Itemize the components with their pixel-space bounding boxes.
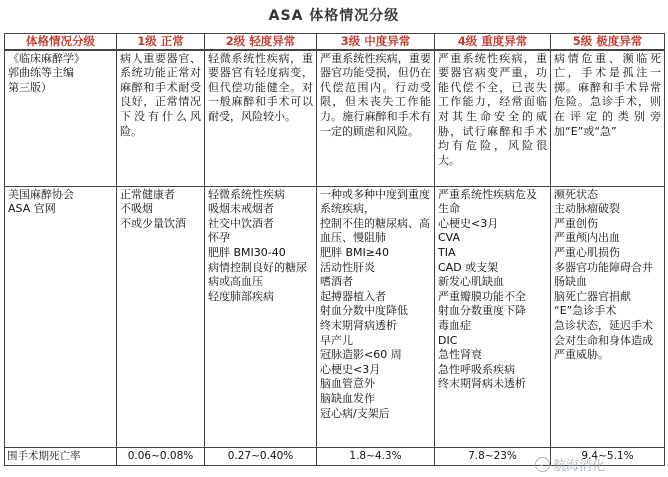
cell-line: 终末期肾病未透析 [438,377,526,391]
cell-line: TIA [438,245,456,259]
asa-classification-table [4,33,665,466]
row-label-mortality: 围手术期死亡率 [5,447,117,465]
cell-line: 严重系统性疾病危及生命 [438,187,537,216]
cell-line: 脑缺血发作 [320,391,375,405]
textbook-cell-grade-1: 病人重要器官、系统功能正常对麻醉和手术耐受良好，正常情况下没有什么风险。 [117,50,205,187]
cell-line: 控制不佳的糖尿病、高血压、慢阻肺 [320,216,430,245]
label-line: 美国麻醉协会 [8,187,74,201]
textbook-cell-grade-3: 严重系统性疾病，重要器官功能受损，但仍在代偿范围内。行动受限，但未丧失工作能力。施行麻醉和手术有一定的顾虑和风险。 [317,50,435,187]
header-cell-grade-1: 1级 正常 [117,34,205,50]
cell-line: “E”急诊手术 [554,304,617,318]
cell-line: 轻微系统性疾病 [208,187,285,201]
asa-cell-grade-4 [435,186,551,447]
cell-line: 吸烟未戒烟者 [208,202,274,216]
mortality-cell-grade-3: 1.8~4.3% [317,447,435,465]
textbook-cell-grade-4: 严重系统性疾病，重要器官病变严重，功能代偿不全，已丧失工作能力，经常面临对其生命安全的威胁，试行麻醉和手术均有危险，风险很大。 [435,50,551,187]
label-line: 第三版） [8,80,52,94]
cell-line: 轻度肺部疾病 [208,289,274,303]
cell-line: 肥胖 BMI≥40 [320,245,389,259]
cell-line: 正常健康者 [120,187,175,201]
cell-line: 新发心肌缺血 [438,275,504,289]
cell-line: 严重创伤 [554,216,598,230]
asa-cell-grade-2 [205,186,317,447]
cell-line: 病情控制良好的糖尿病或高血压 [208,260,307,289]
mortality-cell-grade-5: 9.4~5.1% [551,447,665,465]
cell-line: 急性肾衰 [438,348,482,362]
cell-line: 脑血管意外 [320,377,375,391]
label-line: 郭曲练等主编 [8,66,74,80]
cell-line: 起搏器植入者 [320,289,386,303]
cell-line: 一种或多种中度到重度系统疾病， [320,187,430,216]
asa-cell-grade-3 [317,186,435,447]
header-cell-grade-4: 4级 重度异常 [435,34,551,50]
cell-line: 社交中饮酒者 [208,216,274,230]
wechat-icon [535,457,550,472]
cell-line: 不吸烟 [120,202,153,216]
textbook-cell-grade-5: 病情危重、濒临死亡，手术是孤注一掷。麻醉和手术异常危险。急诊手术，则在评定的类别旁加“E”或“急” [551,50,665,187]
cell-line: 心梗史<3月 [438,216,499,230]
cell-line: DIC [438,333,458,347]
cell-line: 射血分数重度下降 [438,304,526,318]
cell-line: CAD 或支架 [438,260,499,274]
cell-line: 活动性肝炎 [320,260,375,274]
asa-cell-grade-1 [117,186,205,447]
cell-line: 急性呼吸系疾病 [438,362,515,376]
cell-line: 严重颅内出血 [554,231,620,245]
cell-line: 肥胖 BMI30-40 [208,245,286,259]
row-label-asa-website [5,186,117,447]
row-label-textbook [5,50,117,187]
textbook-cell-grade-2: 轻微系统性疾病，重要器官有轻度病变，但代偿功能健全。对一般麻醉和手术可以耐受，风险较小。 [205,50,317,187]
cell-line: 不或少量饮酒 [120,216,186,230]
header-cell-grade-5: 5级 极度异常 [551,34,665,50]
mortality-cell-grade-2: 0.27~0.40% [205,447,317,465]
cell-line: 毒血症 [438,318,471,332]
header-row [5,34,665,50]
header-cell-grade-2: 2级 轻度异常 [205,34,317,50]
table-row-asa-website [5,186,665,447]
cell-line: 冠脉造影<60 周 [320,348,402,362]
cell-line: 濒死状态 [554,187,598,201]
cell-line: 主动脉瘤破裂 [554,202,620,216]
cell-line: 终末期肾病透析 [320,318,397,332]
watermark [535,455,605,474]
cell-line: 急诊状态，延迟手术会对生命和身体造成严重威胁。 [554,318,653,362]
header-cell-grade-3: 3级 中度异常 [317,34,435,50]
cell-line: 脑死亡器官捐献 [554,289,631,303]
mortality-cell-grade-4: 7.8~23% [435,447,551,465]
cell-line: CVA [438,231,461,245]
cell-line: 嗜酒者 [320,275,353,289]
watermark-text: 航海消化 [553,459,606,474]
cell-line: 射血分数中度降低 [320,304,408,318]
cell-line: 心梗史<3月 [320,362,381,376]
cell-line: 严重瓣膜功能不全 [438,289,526,303]
cell-line: 多器官功能障碍合并肠缺血 [554,260,653,289]
mortality-cell-grade-1: 0.06~0.08% [117,447,205,465]
asa-cell-grade-5 [551,186,665,447]
cell-line: 冠心病/支架后 [320,406,390,420]
table-row-textbook [5,50,665,187]
cell-line: 早产儿 [320,333,353,347]
label-line: 《临床麻醉学》 [8,51,85,65]
cell-line: 严重心肌损伤 [554,245,620,259]
cell-line: 怀孕 [208,231,230,245]
page-title: ASA 体格情况分级 [268,8,400,24]
header-cell-category: 体格情况分级 [5,34,117,50]
label-line: ASA 官网 [8,202,56,216]
